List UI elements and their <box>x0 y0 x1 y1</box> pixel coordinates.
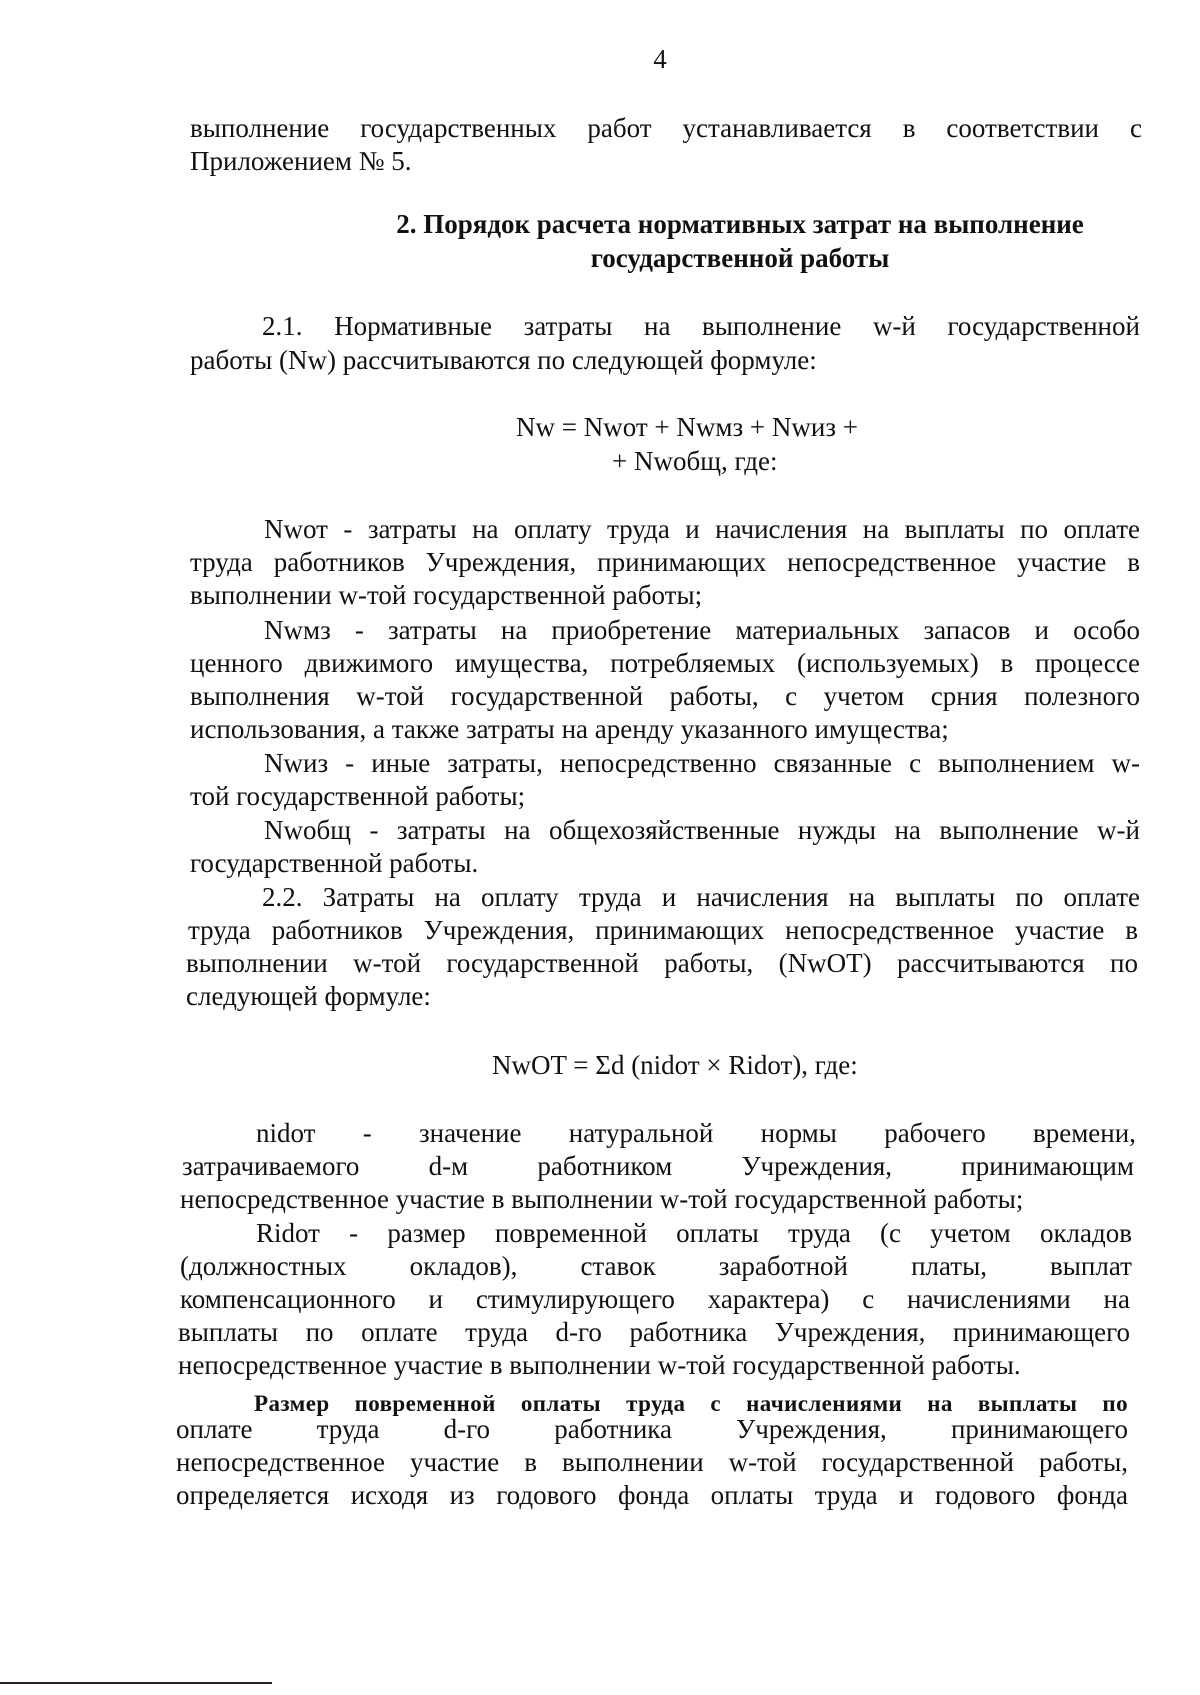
section-title-line-1: 2. Порядок расчета нормативных затрат на выполнение <box>396 209 1084 239</box>
p-size-line-2: оплате труда d-го работника Учреждения, принимающего <box>176 1414 1128 1444</box>
p22-line-3: выполнении w-той государственной работы, (NwOT) рассчитываются по <box>186 948 1138 978</box>
footnote-rule <box>0 1682 272 1684</box>
p22-line-1: 2.2. Затраты на оплату труда и начисления на выплаты по оплате <box>262 882 1140 912</box>
page-number: 4 <box>653 44 667 74</box>
formula1-line-1: Nw = Nwот + Nwмз + Nwиз + <box>516 412 858 442</box>
def-nwmz-line-3: выполнения w-той государственной работы, с учетом срния полезного <box>190 681 1140 711</box>
def-nwot-line-3: выполнении w-той государственной работы; <box>190 580 703 610</box>
def-nwmz-line-4: использования, а также затраты на аренду указанного имущества; <box>190 714 949 744</box>
def-nidot-line-2: затрачиваемого d-м работником Учреждения, принимающим <box>182 1151 1134 1181</box>
def-ridot-line-1: Ridот - размер повременной оплаты труда (с учетом окладов <box>256 1218 1132 1248</box>
p-size-line-1: Размер повременной оплаты труда с начислениями на выплаты по <box>254 1391 1128 1416</box>
def-nwmz-line-1: Nwмз - затраты на приобретение материальных запасов и особо <box>264 615 1140 645</box>
def-nwobsh-line-2: государственной работы. <box>190 848 479 878</box>
formula1-line-2: + Nwобщ, где: <box>612 446 778 476</box>
def-ridot-line-3: компенсационного и стимулирующего характера) с начислениями на <box>180 1284 1130 1314</box>
p21-line-1: 2.1. Нормативные затраты на выполнение w-й государственной <box>262 311 1140 341</box>
p21-line-2: работы (Nw) рассчитываются по следующей формуле: <box>190 345 817 375</box>
p22-line-2: труда работников Учреждения, принимающих непосредственное участие в <box>188 915 1138 945</box>
def-nwiz-line-2: той государственной работы; <box>190 781 526 811</box>
def-nidot-line-1: nidот - значение натуральной нормы рабочего времени, <box>256 1118 1136 1148</box>
intro-line-2: Приложением № 5. <box>190 146 412 176</box>
def-nwot-line-2: труда работников Учреждения, принимающих непосредственное участие в <box>190 547 1140 577</box>
def-ridot-line-2: (должностных окладов), ставок заработной платы, выплат <box>180 1251 1132 1281</box>
formula2: NwOT = Σd (nidот × Ridот), где: <box>492 1050 858 1080</box>
intro-line-1: выполнение государственных работ устанавливается в соответствии с <box>190 113 1142 143</box>
p-size-line-4: определяется исходя из годового фонда оплаты труда и годового фонда <box>176 1480 1128 1510</box>
def-ridot-line-5: непосредственное участие в выполнении w-той государственной работы. <box>178 1350 1021 1380</box>
def-nwobsh-line-1: Nwобщ - затраты на общехозяйственные нужды на выполнение w-й <box>264 815 1140 845</box>
p22-line-4: следующей формуле: <box>186 981 431 1011</box>
def-nwmz-line-2: ценного движимого имущества, потребляемых (используемых) в процессе <box>190 648 1140 678</box>
def-ridot-line-4: выплаты по оплате труда d-го работника Учреждения, принимающего <box>178 1317 1130 1347</box>
p-size-line-3: непосредственное участие в выполнении w-той государственной работы, <box>176 1447 1128 1477</box>
def-nidot-line-3: непосредственное участие в выполнении w-той государственной работы; <box>180 1184 1024 1214</box>
section-title-line-2: государственной работы <box>590 243 890 273</box>
def-nwot-line-1: Nwот - затраты на оплату труда и начисления на выплаты по оплате <box>264 514 1140 544</box>
def-nwiz-line-1: Nwиз - иные затраты, непосредственно связанные с выполнением w- <box>264 748 1140 778</box>
